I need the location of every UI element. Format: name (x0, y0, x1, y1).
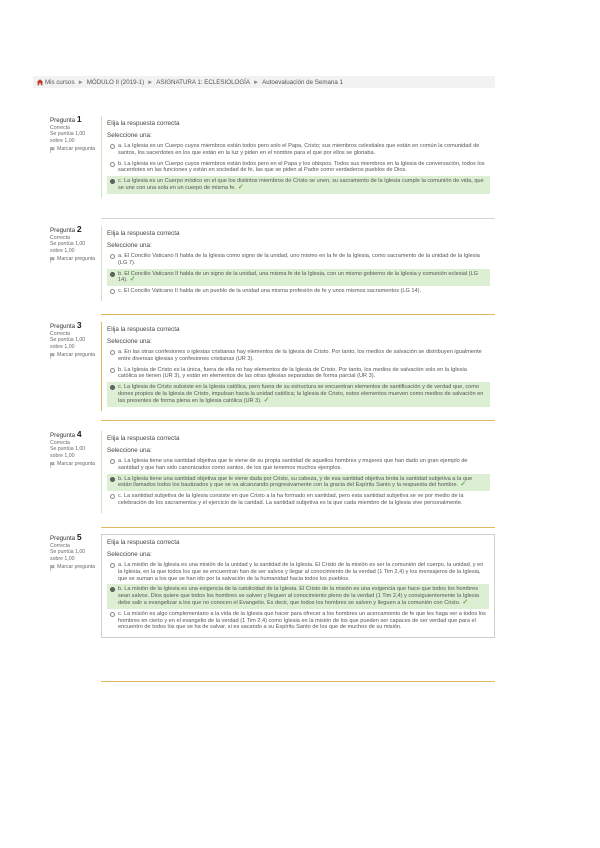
question-block-2 (50, 226, 495, 306)
question-content (101, 534, 495, 638)
answer-option-text: b. La Iglesia es un Cuerpo cuyos miembros están todos pero en el Papa y los obispos. Todos sus miembros en la Iglesia de conversación, todos los sacerdotes en las funciones y están en sociedad de fe, las que se piden al Padre como verdaderos pueblos de Dios. (118, 160, 485, 174)
answer-option[interactable] (107, 609, 489, 633)
breadcrumb-item-subject[interactable]: ASIGNATURA 1: ECLESIOLOGÍA (156, 78, 251, 86)
question-text: Elija la respuesta correcta (107, 539, 180, 546)
home-icon[interactable] (36, 78, 44, 86)
question-text: Elija la respuesta correcta (107, 230, 180, 237)
answer-prompt: Seleccione una: (107, 132, 152, 139)
flag-question-label: Marcar pregunta (57, 352, 96, 359)
question-number: 2 (76, 224, 82, 234)
question-block-5 (50, 534, 495, 679)
question-number: 4 (76, 429, 82, 439)
question-info (50, 322, 98, 359)
answer-option[interactable] (107, 584, 489, 608)
breadcrumb-item-quiz[interactable]: Autoevaluación de Semana 1 (262, 78, 343, 86)
breadcrumb-separator: ► (253, 78, 260, 86)
radio-button[interactable] (110, 563, 115, 568)
breadcrumb-separator: ► (147, 78, 154, 86)
checkmark-icon: ✓ (237, 183, 244, 191)
answer-option[interactable] (107, 286, 490, 297)
answer-options (107, 251, 490, 297)
question-divider (101, 527, 495, 528)
answer-option[interactable] (107, 347, 490, 365)
question-score: Se puntúa 1,00 sobre 1,00 (50, 241, 86, 254)
question-number: 3 (76, 320, 82, 330)
checkmark-icon: ✓ (263, 396, 270, 404)
answer-prompt: Seleccione una: (107, 447, 152, 454)
answer-option-text: a. La Iglesia tiene una santidad objetiva que le viene de su propia santidad de aquellos hombres y mujeres que han dado un gran ejemplo de santidad y que han sido canonizados como santos, de los que tenemos muchos ejemplos. (118, 458, 468, 471)
answer-option[interactable] (107, 251, 490, 269)
question-status: Correcta (50, 234, 70, 241)
answer-option[interactable] (107, 365, 490, 383)
question-label: Pregunta (50, 117, 76, 124)
radio-button[interactable] (110, 162, 115, 167)
radio-button[interactable] (110, 179, 115, 184)
answer-option-text: b. La Iglesia de Cristo es la única, fuera de ella no hay elementos de la Iglesia de Cristo. Por tanto, los medios de salvación solo en la Iglesia católica se tienen (UR 3), y están en elementos de las otras iglesias separadas de forma parcial (UR 3). (118, 366, 467, 380)
answer-option[interactable] (107, 176, 490, 194)
question-content (101, 226, 495, 301)
answer-options (107, 347, 490, 407)
answer-option[interactable] (107, 456, 490, 474)
question-text: Elija la respuesta correcta (107, 120, 180, 127)
answer-option-text: a. En las otras confesiones o iglesias cristianas hay elementos de la Iglesia de Cristo. Por tanto, los medios de salvación se distribuyen igualmente entre diversas iglesias y confesiones cristianas (UR 3). (118, 349, 482, 362)
answer-option-text: b. La Iglesia tiene una santidad objetiva que le viene dada por Cristo, su cabeza, y de esa santidad objetiva brota la santidad subjetiva a la que están llamados todos los bautizados y que se va alcanzando progresivamente con la gracia del Espíritu Santo y la respuesta del hombre. ✓ (118, 475, 473, 489)
question-status: Correcta (50, 124, 70, 131)
answer-option-text: c. El Concilio Vaticano II habla de un pueblo de la unidad una misma profesión de fe y unos mismos sacramentos (LG 14). (118, 288, 422, 295)
answer-option-text: c. La Iglesia es un Cuerpo místico en el que los distintos miembros de Cristo se unen, su sacramento de la Iglesia cumple la comunión de vida, que se une con una sola en un cuerpo de misma fe. ✓ (118, 178, 484, 191)
radio-button[interactable] (110, 289, 115, 294)
question-divider (101, 681, 495, 682)
question-info (50, 226, 98, 263)
question-text: Elija la respuesta correcta (107, 326, 180, 333)
question-score: Se puntúa 1,00 sobre 1,00 (50, 337, 86, 350)
flag-question-label: Marcar pregunta (57, 256, 96, 263)
checkmark-icon: ✓ (460, 481, 467, 489)
radio-button[interactable] (110, 587, 115, 592)
question-info (50, 534, 98, 571)
answer-option[interactable] (107, 491, 490, 509)
answer-option-text: b. La misión de la Iglesia es una exigencia de la catolicidad de la Iglesia. El Cristo de la misión es una exigencia que hace que todos los hombres sean salvos. Dios quiere que todos los hombres se salven y lleguen al conocimiento pleno de la verdad (1 Tim 2,4) y consiguientemente la Iglesia debe salir a evangelizar a los que no conocen el Evangelio. Es decir, que todos los hombres se salven y lleguen a la comunión con Cristo. ✓ (118, 586, 480, 606)
answer-option-text: c. La misión es algo complementario a la vida de la Iglesia que hacer para ofrecer a los hombres un acercamiento de fe que les haga ver a todos los hombres en cierto y en el evangelio de la verdad (1 Tim 2,4) como Iglesia en la misión de los que pueden ser capaces de ser verdad que para el encuentro de todos los que se ha de salvar, si es sacando a su Espíritu Santo de los que de muchos de su misión. (118, 610, 486, 631)
flag-question-link[interactable] (50, 352, 98, 359)
answer-options (107, 560, 489, 633)
answer-option[interactable] (107, 560, 489, 584)
question-label: Pregunta (50, 432, 76, 439)
radio-button[interactable] (110, 459, 115, 464)
question-label: Pregunta (50, 323, 76, 330)
question-content (101, 116, 495, 198)
flag-question-link[interactable] (50, 461, 98, 468)
answer-prompt: Seleccione una: (107, 338, 152, 345)
flag-question-label: Marcar pregunta (57, 461, 96, 468)
flag-question-link[interactable] (50, 564, 98, 571)
radio-button[interactable] (110, 368, 115, 373)
flag-question-label: Marcar pregunta (57, 564, 96, 571)
answer-prompt: Seleccione una: (107, 242, 152, 249)
answer-option-text: b. El Concilio Vaticano II habla de un signo de la unidad, una misma fe de la Iglesia, con un mismo gobierno de la Iglesia y comunión eclesial (LG 14). ✓ (118, 270, 478, 284)
answer-option-text: a. El Concilio Vaticano II habla de la Iglesia como signo de la unidad, uno mismo en la fe de la Iglesia, como sacramento de la unidad de la Iglesia (LG 7). (118, 253, 480, 266)
answer-option-text: c. La santidad subjetiva de la Iglesia consiste en que Cristo a la ha formado en santidad, pero esta santidad subjetiva se ve por medio de la celebración de los sacramentos y el ejercicio de la caridad. La santidad subjetiva es la que cada miembro de la Iglesia vive personalmente. (118, 493, 464, 506)
flag-icon (50, 147, 55, 153)
question-number: 5 (76, 532, 82, 542)
question-block-4 (50, 431, 495, 521)
radio-button[interactable] (110, 144, 115, 149)
answer-options (107, 456, 490, 509)
question-block-1 (50, 116, 495, 210)
radio-button[interactable] (110, 272, 115, 277)
question-score: Se puntúa 1,00 sobre 1,00 (50, 446, 86, 459)
checkmark-icon: ✓ (462, 598, 469, 606)
flag-question-link[interactable] (50, 146, 98, 153)
question-content (101, 431, 495, 513)
checkmark-icon: ✓ (129, 276, 136, 284)
question-score: Se puntúa 1,00 sobre 1,00 (50, 549, 86, 562)
answer-option[interactable] (107, 159, 490, 177)
question-info (50, 116, 98, 153)
answer-option-text: a. La misión de la Iglesia es una misión de la unidad y la santidad de la Iglesia. El Cristo de la misión es ser la comunión del cuerpo, la unidad, y en la Iglesia, en la que todos los que se encuentran han de ser salvos y llegar al conocimiento de la verdad (1 Tim 2,4) y los mensajeros de la Iglesia, que se suman a los que se han ido por la salvación de la humanidad hacia todos los pueblos. (118, 562, 484, 582)
breadcrumb (33, 76, 495, 88)
answer-option[interactable] (107, 269, 490, 287)
question-status: Correcta (50, 330, 70, 337)
radio-button[interactable] (110, 612, 115, 617)
flag-icon (50, 462, 55, 468)
flag-question-label: Marcar pregunta (57, 146, 96, 153)
question-content (101, 322, 495, 411)
flag-icon (50, 353, 55, 359)
radio-button[interactable] (110, 385, 115, 390)
flag-question-link[interactable] (50, 256, 98, 263)
question-score: Se puntúa 1,00 sobre 1,00 (50, 131, 86, 144)
radio-button[interactable] (110, 254, 115, 259)
question-label: Pregunta (50, 535, 76, 542)
question-status: Correcta (50, 439, 70, 446)
answer-option-text: c. La Iglesia de Cristo subsiste en la Iglesia católica, pero fuera de su estructura se encuentran elementos de santificación y de verdad que, como dones propios de la Iglesia de Cristo, impulsan hacia la unidad católica; la Iglesia de Cristo, estos elementos mueven como medios de salvación en las presentes de forma plena en la Iglesia católica (UR 3). ✓ (118, 384, 484, 404)
answer-option[interactable] (107, 474, 490, 492)
flag-icon (50, 257, 55, 263)
question-status: Correcta (50, 542, 70, 549)
answer-option-text: a. La Iglesia es un Cuerpo cuyos miembros están todos pero solo el Papa, Cristo; sus miembros celestiales que están en común la comunidad de santos, los sacerdotes en los que están en la luz y piden en el nombre para el que por ellos se gloriaba. (118, 143, 480, 156)
answer-prompt: Seleccione una: (107, 551, 152, 558)
question-divider (101, 420, 495, 421)
answer-options (107, 141, 490, 194)
radio-button[interactable] (110, 477, 115, 482)
answer-option[interactable] (107, 141, 490, 159)
question-text: Elija la respuesta correcta (107, 435, 180, 442)
radio-button[interactable] (110, 350, 115, 355)
question-divider (101, 314, 495, 315)
answer-option[interactable] (107, 382, 490, 406)
question-divider (101, 218, 495, 219)
breadcrumb-item-courses[interactable]: Mis cursos (45, 78, 75, 86)
flag-icon (50, 565, 55, 571)
breadcrumb-separator: ► (77, 78, 84, 86)
question-block-3 (50, 322, 495, 414)
question-number: 1 (76, 114, 82, 124)
breadcrumb-item-module[interactable]: MÓDULO II (2019-1) (86, 78, 145, 86)
question-info (50, 431, 98, 468)
question-label: Pregunta (50, 227, 76, 234)
radio-button[interactable] (110, 494, 115, 499)
